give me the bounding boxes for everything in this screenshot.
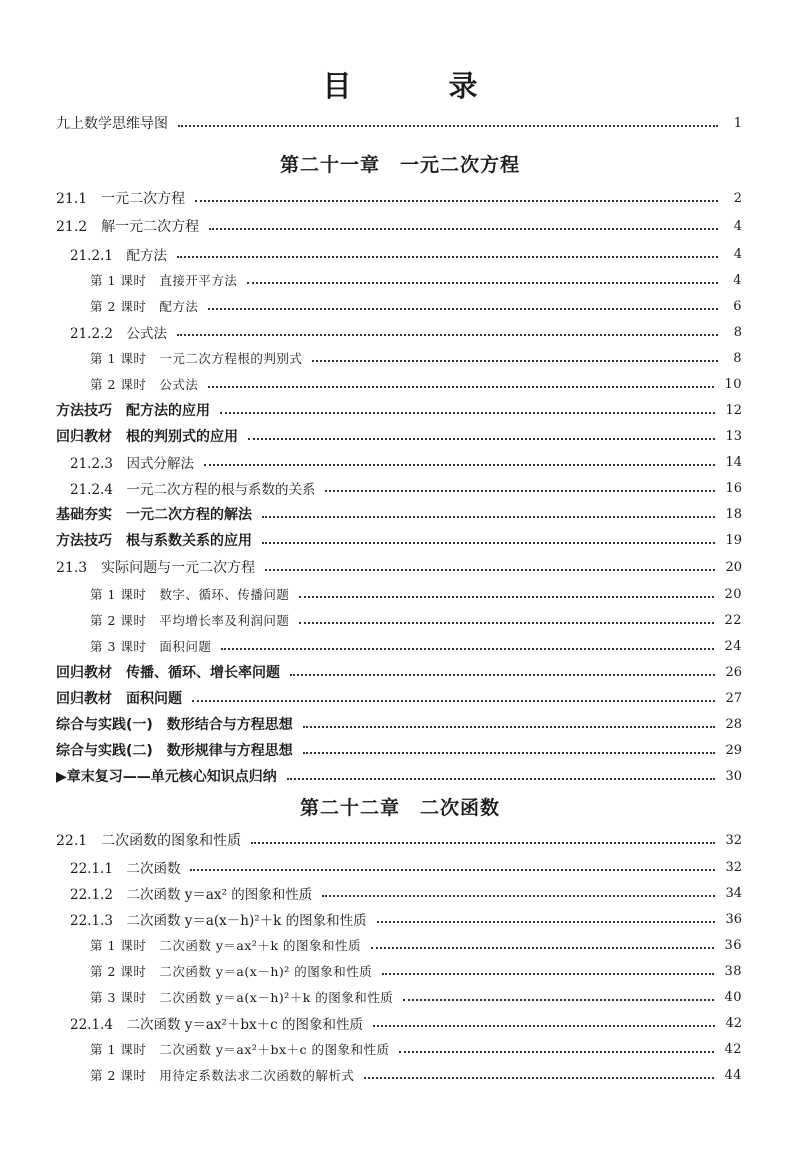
toc-entry[interactable] xyxy=(90,1038,742,1060)
toc-entry-page: 28 xyxy=(725,716,742,732)
toc-entry-page: 30 xyxy=(725,768,742,784)
toc-entry[interactable] xyxy=(70,1012,742,1034)
toc-entry-page: 38 xyxy=(724,963,742,979)
toc-entry-label: 基础夯实 一元二次方程的解法 xyxy=(56,507,252,523)
toc-entry-label: 综合与实践(二) 数形规律与方程思想 xyxy=(56,743,293,759)
toc-entry-label: 第 2 课时 配方法 xyxy=(90,299,199,314)
toc-entry-label: 21.1 一元二次方程 xyxy=(56,191,186,207)
toc-entry-review[interactable] xyxy=(56,765,742,787)
toc-entry[interactable] xyxy=(70,908,742,930)
toc-entry-page: 8 xyxy=(733,324,742,340)
toc-entry-page: 8 xyxy=(733,350,742,366)
toc-entry[interactable] xyxy=(90,609,742,631)
toc-entry[interactable] xyxy=(90,635,742,657)
toc-entry-page: 6 xyxy=(733,298,742,314)
toc-entry-page: 20 xyxy=(724,586,742,602)
leader-dots xyxy=(299,622,714,624)
leader-dots xyxy=(312,360,718,362)
leader-dots xyxy=(377,921,716,923)
toc-entry-label: 第 1 课时 直接开平方法 xyxy=(90,273,238,288)
leader-dots xyxy=(177,334,718,336)
toc-entry-feature[interactable] xyxy=(56,661,742,683)
toc-entry-page: 4 xyxy=(733,246,742,262)
toc-entry-page: 19 xyxy=(725,532,742,548)
toc-entry-label: 第 3 课时 面积问题 xyxy=(90,639,212,654)
toc-entry-label: 21.2.1 配方法 xyxy=(70,248,167,264)
leader-dots xyxy=(299,596,714,598)
toc-entry-page: 4 xyxy=(733,218,742,234)
toc-entry[interactable] xyxy=(70,882,742,904)
toc-entry-page: 4 xyxy=(733,272,742,288)
toc-entry[interactable] xyxy=(70,321,742,343)
toc-entry-page: 16 xyxy=(725,480,742,496)
leader-dots xyxy=(248,438,715,440)
toc-entry-label: 第 1 课时 二次函数 y＝ax²＋bx＋c 的图象和性质 xyxy=(90,1042,390,1057)
toc-entry-page: 36 xyxy=(724,937,742,953)
leader-dots xyxy=(322,895,715,897)
toc-entry-page: 32 xyxy=(725,832,742,848)
toc-entry-page: 27 xyxy=(725,690,742,706)
toc-entry-label: 21.2.3 因式分解法 xyxy=(70,456,194,472)
toc-entry-page: 12 xyxy=(725,402,742,418)
leader-dots xyxy=(290,674,715,676)
toc-entry-label: 综合与实践(一) 数形结合与方程思想 xyxy=(56,717,293,733)
toc-entry-page: 24 xyxy=(724,638,742,654)
page-title: 目 录 xyxy=(322,69,512,103)
toc-entry-label: 第 3 课时 二次函数 y＝a(x－h)²＋k 的图象和性质 xyxy=(90,990,394,1005)
leader-dots xyxy=(220,412,715,414)
leader-dots xyxy=(364,1077,714,1079)
toc-entry-label: 22.1 二次函数的图象和性质 xyxy=(56,833,242,849)
toc-entry-label: 九上数学思维导图 xyxy=(56,116,168,132)
toc-entry-page: 40 xyxy=(724,989,742,1005)
toc-entry-label: 21.2.2 公式法 xyxy=(70,326,167,342)
toc-entry-label: 回归教材 传播、循环、增长率问题 xyxy=(56,665,280,681)
toc-entry-feature[interactable] xyxy=(56,687,742,709)
toc-entry[interactable] xyxy=(70,477,742,499)
leader-dots xyxy=(325,490,715,492)
toc-entry-label: 方法技巧 根与系数关系的应用 xyxy=(56,533,252,549)
toc-entry-label: 22.1.1 二次函数 xyxy=(70,861,181,877)
leader-dots xyxy=(265,569,715,571)
toc-entry-page: 29 xyxy=(725,742,742,758)
toc-entry-label: 回归教材 根的判别式的应用 xyxy=(56,429,238,445)
toc-entry-page: 14 xyxy=(725,454,742,470)
toc-entry-label: 第 2 课时 公式法 xyxy=(90,377,199,392)
toc-entry-label: ▶章末复习——单元核心知识点归纳 xyxy=(56,769,277,785)
toc-entry-label: 第 2 课时 平均增长率及利润问题 xyxy=(90,613,290,628)
toc-entry[interactable] xyxy=(56,829,742,851)
leader-dots xyxy=(403,999,714,1001)
toc-entry-page: 42 xyxy=(724,1041,742,1057)
toc-entry-label: 第 1 课时 二次函数 y＝ax²＋k 的图象和性质 xyxy=(90,938,361,953)
toc-entry-page: 36 xyxy=(725,911,742,927)
leader-dots xyxy=(208,386,714,388)
leader-dots xyxy=(178,125,718,127)
toc-entry-page: 44 xyxy=(724,1067,742,1083)
toc-entry[interactable] xyxy=(90,583,742,605)
leader-dots xyxy=(208,308,718,310)
toc-entry-label: 22.1.3 二次函数 y＝a(x－h)²＋k 的图象和性质 xyxy=(70,913,367,929)
leader-dots xyxy=(209,228,718,230)
toc-entry-page: 2 xyxy=(733,190,742,206)
toc-entry-label: 回归教材 面积问题 xyxy=(56,691,182,707)
leader-dots xyxy=(247,282,718,284)
leader-dots xyxy=(371,947,714,949)
toc-entry[interactable] xyxy=(70,856,742,878)
leader-dots xyxy=(373,1025,715,1027)
toc-entry-page: 22 xyxy=(724,612,742,628)
leader-dots xyxy=(192,700,715,702)
toc-entry-label: 22.1.4 二次函数 y＝ax²＋bx＋c 的图象和性质 xyxy=(70,1017,364,1033)
toc-entry-label: 21.3 实际问题与一元二次方程 xyxy=(56,560,256,576)
toc-entry-page: 20 xyxy=(725,559,742,575)
toc-entry[interactable] xyxy=(90,373,742,395)
toc-entry-mind-map[interactable] xyxy=(56,112,742,134)
toc-entry-label: 21.2 解一元二次方程 xyxy=(56,219,200,235)
leader-dots xyxy=(177,256,718,258)
chapter-22-heading: 第二十二章 二次函数 xyxy=(299,797,500,819)
leader-dots xyxy=(195,200,718,202)
leader-dots xyxy=(399,1051,714,1053)
toc-entry-page: 42 xyxy=(725,1015,742,1031)
toc-entry-feature[interactable] xyxy=(56,503,742,525)
toc-entry-page: 34 xyxy=(725,885,742,901)
leader-dots xyxy=(262,516,715,518)
toc-entry-feature[interactable] xyxy=(56,529,742,551)
toc-entry-label: 第 1 课时 一元二次方程根的判别式 xyxy=(90,351,303,366)
toc-entry[interactable] xyxy=(90,934,742,956)
toc-entry[interactable] xyxy=(70,243,742,265)
toc-entry-page: 32 xyxy=(725,859,742,875)
toc-entry[interactable] xyxy=(56,556,742,578)
toc-entry-label: 第 1 课时 数字、循环、传播问题 xyxy=(90,587,290,602)
toc-entry-label: 22.1.2 二次函数 y＝ax² 的图象和性质 xyxy=(70,887,313,903)
chapter-21-heading: 第二十一章 一元二次方程 xyxy=(279,154,520,176)
toc-entry-label: 第 2 课时 二次函数 y＝a(x－h)² 的图象和性质 xyxy=(90,964,373,979)
toc-entry-label: 21.2.4 一元二次方程的根与系数的关系 xyxy=(70,482,316,498)
toc-entry[interactable] xyxy=(56,215,742,237)
toc-entry-feature[interactable] xyxy=(56,425,742,447)
toc-entry-feature[interactable] xyxy=(56,713,742,735)
leader-dots xyxy=(262,542,715,544)
toc-entry-page: 26 xyxy=(725,664,742,680)
leader-dots xyxy=(382,973,714,975)
toc-entry[interactable] xyxy=(56,187,742,209)
leader-dots xyxy=(303,726,716,728)
toc-entry[interactable] xyxy=(70,451,742,473)
leader-dots xyxy=(303,752,716,754)
leader-dots xyxy=(190,869,715,871)
toc-entry-label: 第 2 课时 用待定系数法求二次函数的解析式 xyxy=(90,1068,355,1083)
leader-dots xyxy=(204,464,716,466)
toc-entry-page: 13 xyxy=(725,428,742,444)
leader-dots xyxy=(287,778,716,780)
toc-entry-feature[interactable] xyxy=(56,399,742,421)
toc-entry[interactable] xyxy=(90,960,742,982)
toc-entry[interactable] xyxy=(90,295,742,317)
toc-entry[interactable] xyxy=(90,986,742,1008)
toc-entry-label: 方法技巧 配方法的应用 xyxy=(56,403,210,419)
toc-entry-feature[interactable] xyxy=(56,739,742,761)
leader-dots xyxy=(221,648,714,650)
toc-entry-page: 18 xyxy=(725,506,742,522)
toc-entry-page: 10 xyxy=(724,376,742,392)
toc-entry[interactable] xyxy=(90,269,742,291)
toc-entry[interactable] xyxy=(90,347,742,369)
leader-dots xyxy=(251,842,715,844)
toc-entry-page: 1 xyxy=(733,115,742,131)
toc-entry[interactable] xyxy=(90,1064,742,1086)
